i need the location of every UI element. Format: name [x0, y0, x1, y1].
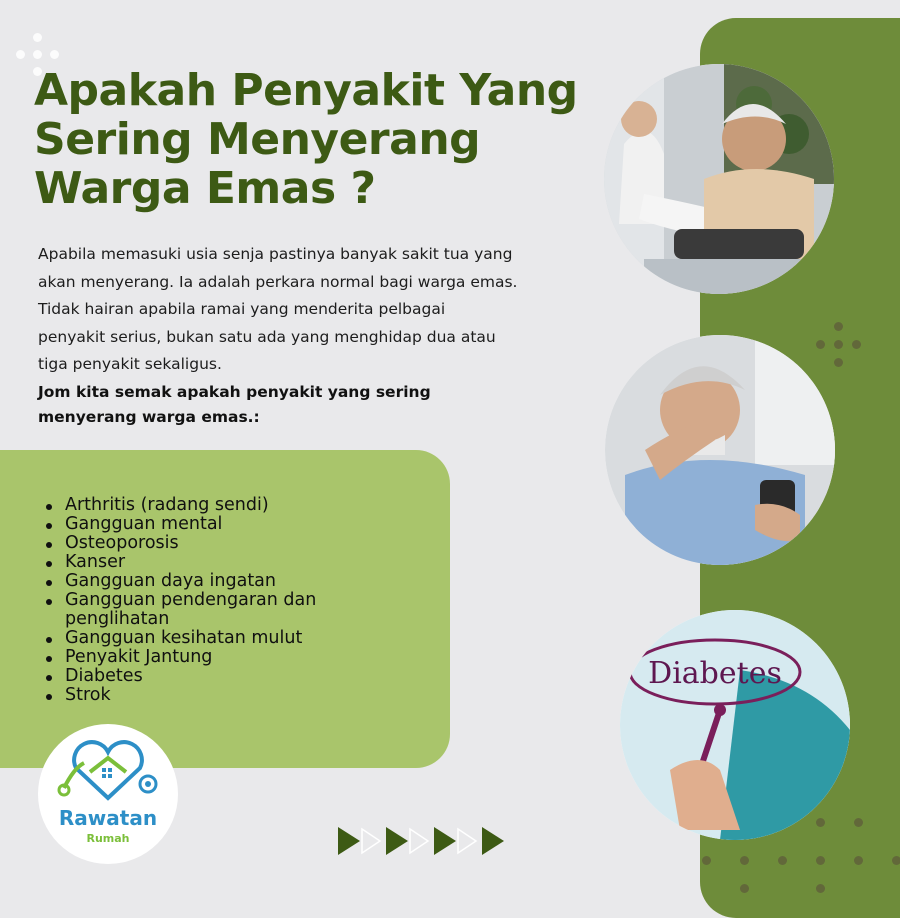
list-item: Penyakit Jantung [65, 648, 395, 667]
logo-subtitle: Rumah [86, 832, 130, 845]
disease-list-panel [0, 450, 450, 768]
list-item: Arthritis (radang sendi) [65, 496, 395, 515]
list-item: Gangguan mental [65, 515, 395, 534]
intro-line: tiga penyakit sekaligus. [38, 355, 222, 373]
arrow-chevrons-icon [335, 824, 510, 858]
photo-elderly-phone [605, 335, 835, 565]
disease-list [65, 496, 395, 705]
list-item: Gangguan kesihatan mulut [65, 629, 395, 648]
list-item: Gangguan daya ingatan [65, 572, 395, 591]
intro-line: penyakit serius, bukan satu ada yang menghidap dua atau [38, 327, 496, 346]
diabetes-word: Diabetes [648, 656, 782, 691]
title-line-3: Warga Emas ? [34, 163, 376, 214]
title-line-2: Sering Menyerang [34, 114, 481, 165]
lead-text [38, 380, 508, 430]
page-title [34, 66, 654, 213]
intro-paragraph [38, 241, 628, 379]
title-line-1: Apakah Penyakit Yang [34, 65, 578, 116]
photo-nurse-elderly [604, 64, 834, 294]
lead-line-1: Jom kita semak apakah penyakit yang sering [38, 383, 431, 401]
intro-line: akan menyerang. Ia adalah perkara normal bagi warga emas. [38, 272, 518, 291]
list-item: Osteoporosis [65, 534, 395, 553]
list-item: Diabetes [65, 667, 395, 686]
list-item: Strok [65, 686, 395, 705]
heart-home-stethoscope-icon [56, 738, 160, 804]
lead-line-2: menyerang warga emas.: [38, 408, 260, 426]
logo-name: Rawatan [58, 806, 158, 830]
rawatan-rumah-logo [38, 724, 178, 864]
intro-line: Tidak hairan apabila ramai yang menderita pelbagai [38, 300, 446, 318]
photo-diabetes-text [620, 610, 850, 840]
intro-line: Apabila memasuki usia senja pastinya banyak sakit tua yang [38, 245, 513, 263]
list-item: Kanser [65, 553, 395, 572]
list-item: Gangguan pendengaran dan penglihatan [65, 591, 395, 629]
